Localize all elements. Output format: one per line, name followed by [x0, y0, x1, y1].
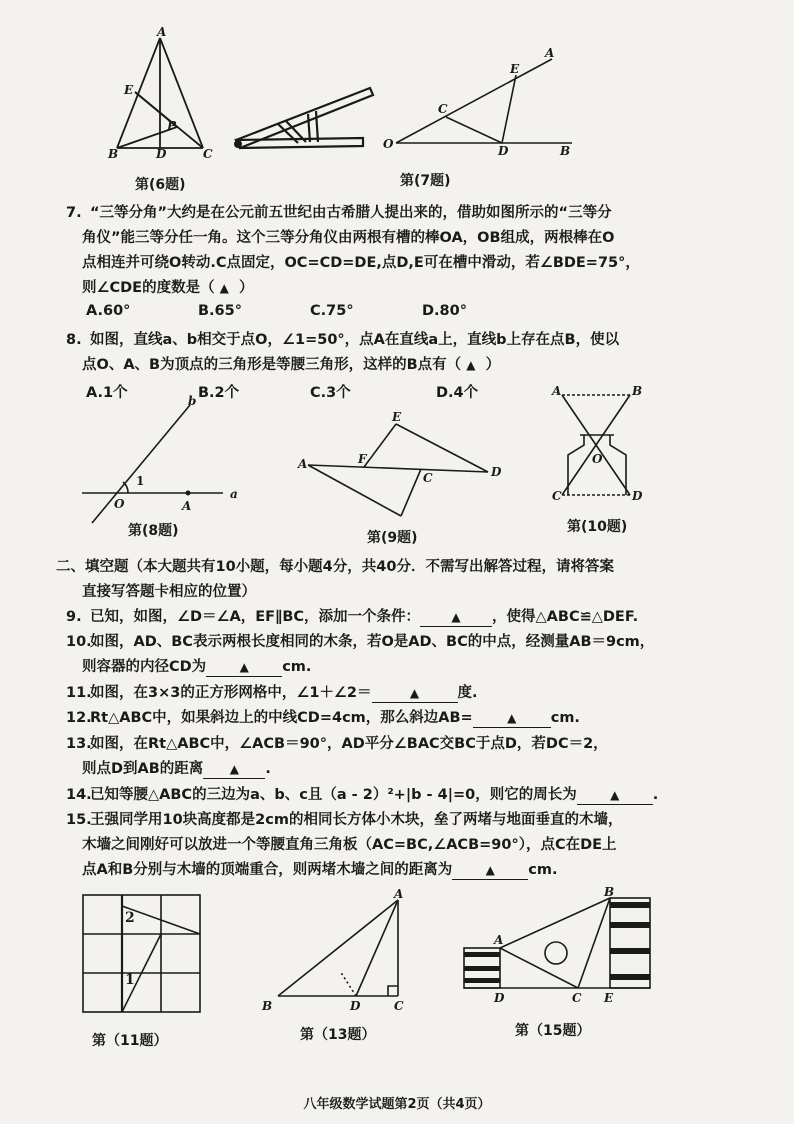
figure-q11 [80, 892, 205, 1017]
caption-q10: 第(10题) [567, 519, 628, 535]
q11-grid-diagram [80, 892, 205, 1017]
q8-label-o: O [114, 497, 125, 511]
q8-label-a: A [182, 499, 192, 513]
caption-q6: 第(6题) [135, 177, 186, 193]
q13-line2: 则点D到AB的距离 ▲ . [82, 761, 271, 777]
q8-label-b: b [188, 394, 197, 408]
q10-label-o: O [592, 452, 603, 466]
section2-heading-2: 直接写答题卡相应的位置） [82, 584, 256, 600]
q6-label-a: A [157, 25, 167, 39]
figure-q7 [380, 45, 580, 158]
q11-line: 11.如图，在3×3的正方形网格中，∠1＋∠2＝ ▲ 度. [66, 685, 478, 701]
q10-label-c: C [552, 489, 562, 503]
q7-line3: 点相连并可绕O转动.C点固定，OC=CD=DE,点D,E可在槽中滑动，若∠BDE=75°， [82, 255, 640, 271]
figure-q8 [78, 395, 253, 530]
q15-answer-blank[interactable] [452, 862, 528, 880]
answer-triangle-icon: ▲ [229, 762, 239, 776]
q9-label-c: C [423, 471, 433, 485]
q11-label-1: 1 [125, 972, 135, 988]
q7-label-b: B [560, 144, 571, 158]
q13-answer-blank[interactable] [203, 761, 265, 779]
q7-line4: 则∠CDE的度数是（ ▲ ） [82, 280, 254, 296]
q9-label-d: D [491, 465, 502, 479]
q9-label-a: A [298, 457, 308, 471]
answer-triangle-icon: ▲ [507, 711, 517, 725]
q7-text-1: “三等分角”大约是在公元前五世纪由古希腊人提出来的，借助如图所示的“三等分 [90, 205, 612, 221]
q10-container-diagram [548, 383, 648, 508]
q7-choice-b: B.65° [198, 303, 242, 319]
q7-label-c: C [438, 102, 448, 116]
q13-line1: 13.如图，在Rt△ABC中，∠ACB＝90°，AD平分∠BAC交BC于点D，若DC＝2， [66, 736, 608, 752]
answer-triangle-icon: ▲ [451, 610, 461, 624]
q15-label-e: E [604, 991, 614, 1005]
caption-q13: 第（13题） [300, 1027, 376, 1043]
q12-answer-blank[interactable] [473, 710, 551, 728]
q11-answer-blank[interactable] [372, 685, 458, 703]
q6-label-b: B [108, 147, 119, 161]
q8-choice-d: D.4个 [436, 385, 479, 401]
q9-label-f: F [358, 452, 367, 466]
q15-label-d: D [494, 991, 505, 1005]
q11-label-2: 2 [125, 910, 135, 926]
answer-triangle-icon: ▲ [219, 281, 229, 295]
q13-label-b: B [262, 999, 273, 1013]
q6-label-d: D [156, 147, 167, 161]
q13-label-c: C [394, 999, 404, 1013]
q12-line: 12.Rt△ABC中，如果斜边上的中线CD=4cm，那么斜边AB= ▲ cm. [66, 710, 580, 726]
answer-triangle-icon: ▲ [239, 660, 249, 674]
q9-triangles-diagram [296, 410, 506, 520]
q15-line2: 木墙之间刚好可以放进一个等腰直角三角板（AC=BC,∠ACB=90°），点C在DE上 [82, 837, 617, 853]
q6-label-p: P [167, 119, 177, 133]
q8-label-line-a: a [230, 487, 238, 501]
caption-q15: 第（15题） [515, 1023, 591, 1039]
answer-triangle-icon: ▲ [466, 358, 476, 372]
answer-triangle-icon: ▲ [485, 863, 495, 877]
q14-answer-blank[interactable] [577, 787, 653, 805]
q9-line: 9. 已知，如图，∠D＝∠A，EF∥BC，添加一个条件： ▲ ，使得△ABC≌△DEF. [66, 609, 639, 625]
q7-line1 [66, 203, 612, 223]
q8-choice-a: A.1个 [86, 385, 128, 401]
q10-label-d: D [632, 489, 643, 503]
q8-label-angle1: 1 [136, 474, 145, 488]
q11-number: 11. [66, 685, 92, 701]
q6-label-c: C [203, 147, 213, 161]
q9-answer-blank[interactable] [420, 609, 492, 627]
q9-label-e: E [392, 410, 402, 424]
q7-line2: 角仪”能三等分任一角。这个三等分角仪由两根有槽的棒OA，OB组成，两根棒在O [82, 230, 615, 246]
caption-q9: 第(9题) [367, 530, 418, 546]
figure-q7-device [228, 80, 378, 155]
q13-label-d: D [350, 999, 361, 1013]
q15-label-c: C [572, 991, 582, 1005]
q7-choice-c: C.75° [310, 303, 354, 319]
q7-choice-d: D.80° [422, 303, 467, 319]
q7-number: 7. [66, 205, 82, 221]
figure-q9 [296, 410, 506, 520]
q10-label-a: A [552, 384, 562, 398]
q14-line: 14.已知等腰△ABC的三边为a、b、c且（a - 2）²+|b - 4|=0，则它的周长为 ▲ . [66, 787, 659, 803]
q13-label-a: A [394, 887, 404, 901]
figure-q15 [460, 885, 660, 1013]
q8-choice-b: B.2个 [198, 385, 240, 401]
q7-label-d: D [498, 144, 509, 158]
q7-label-o: O [383, 137, 394, 151]
figure-q10 [548, 383, 648, 508]
caption-q11: 第（11题） [92, 1033, 168, 1049]
q13-number: 13. [66, 736, 92, 752]
q8-lines-diagram [78, 395, 253, 530]
q9-number: 9. [66, 609, 82, 625]
q10-label-b: B [632, 384, 643, 398]
q12-number: 12. [66, 710, 92, 726]
figure-q6 [105, 25, 220, 165]
figure-q13 [254, 888, 424, 1013]
q10-number: 10. [66, 634, 92, 650]
q8-number: 8. [66, 332, 82, 348]
q15-label-a: A [494, 933, 504, 947]
q15-wall-triangle-diagram [460, 885, 660, 1013]
trisector-device-icon [228, 80, 378, 155]
section2-heading: 二、填空题（本大题共有10小题，每小题4分，共40分．不需写出解答过程，请将答案 [56, 559, 614, 575]
q15-label-b: B [604, 885, 615, 899]
caption-q8: 第(8题) [128, 523, 179, 539]
q8-choice-c: C.3个 [310, 385, 351, 401]
q6-triangle-diagram [105, 25, 220, 165]
q7-choice-a: A.60° [86, 303, 131, 319]
answer-triangle-icon: ▲ [409, 686, 420, 700]
q15-number: 15. [66, 812, 92, 828]
q15-line3: 点A和B分别与木墙的顶端重合，则两堵木墙之间的距离为 ▲ cm. [82, 862, 558, 878]
q7-label-e: E [510, 62, 520, 76]
q10-answer-blank[interactable] [206, 659, 282, 677]
q10-line2: 则容器的内径CD为 ▲ cm. [82, 659, 312, 675]
caption-q7: 第(7题) [400, 173, 451, 189]
q8-line1: 8. 如图，直线a、b相交于点O，∠1=50°，点A在直线a上，直线b上存在点B，使以 [66, 332, 620, 348]
q13-right-triangle-diagram [254, 888, 424, 1013]
q14-number: 14. [66, 787, 92, 803]
q8-line2: 点O、A、B为顶点的三角形是等腰三角形，这样的B点有（ ▲ ） [82, 357, 501, 373]
q10-line1: 10.如图，AD、BC表示两根长度相同的木条，若O是AD、BC的中点，经测量AB＝9cm， [66, 634, 655, 650]
q6-label-e: E [124, 83, 134, 97]
q15-line1: 15.王强同学用10块高度都是2cm的相同长方体小木块，垒了两堵与地面垂直的木墙， [66, 812, 623, 828]
page-footer: 八年级数学试题第2页（共4页） [303, 1097, 491, 1112]
q7-label-a: A [545, 46, 555, 60]
q7-geometry-diagram [380, 45, 580, 158]
answer-triangle-icon: ▲ [610, 788, 620, 802]
